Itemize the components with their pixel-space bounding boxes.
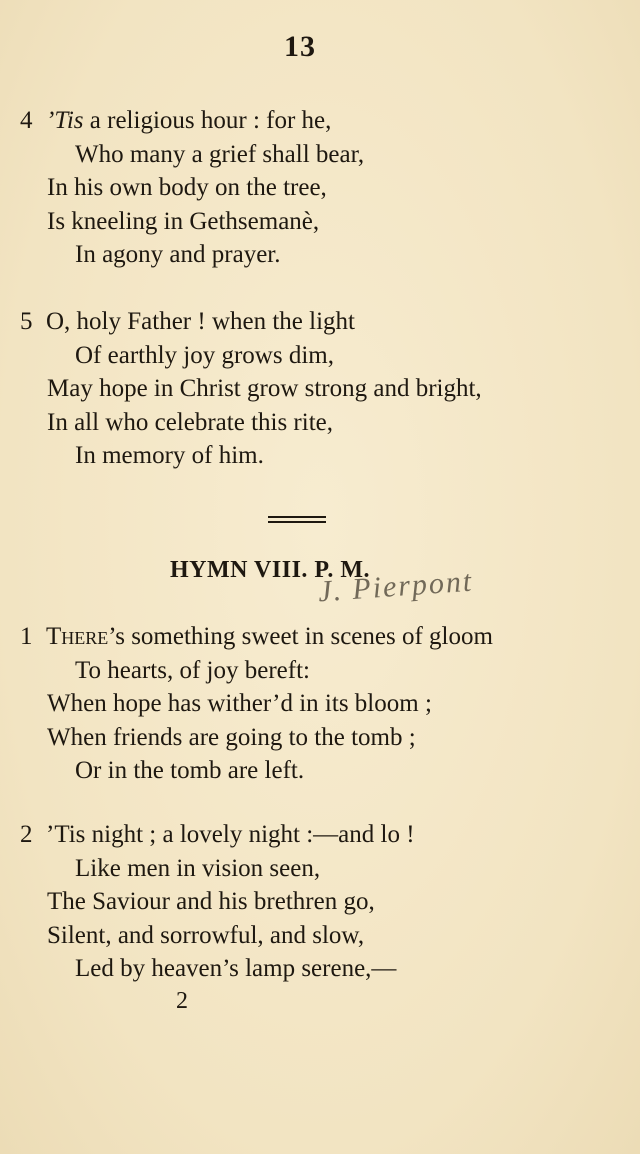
stanza-line: In all who celebrate this rite, bbox=[47, 408, 333, 436]
stanza-line: Who many a grief shall bear, bbox=[75, 140, 365, 168]
stanza-4 bbox=[20, 104, 610, 272]
stanza-number: 4 bbox=[20, 107, 33, 134]
stanza-line: Or in the tomb are left. bbox=[75, 757, 305, 784]
stanza-line: The Saviour and his brethren go, bbox=[47, 888, 375, 915]
stanza-line: When hope has wither’d in its bloom ; bbox=[47, 690, 432, 717]
stanza-line bbox=[20, 620, 610, 654]
section-divider bbox=[268, 516, 326, 523]
stanza-line: May hope in Christ grow strong and bright, bbox=[47, 375, 482, 402]
stanza-line: In agony and prayer. bbox=[75, 241, 281, 268]
stanza-line: Is kneeling in Gethsemanè, bbox=[47, 207, 320, 235]
small-caps-word: There bbox=[46, 623, 109, 650]
stanza-number: 1 bbox=[20, 623, 33, 650]
stanza-line: In his own body on the tree, bbox=[47, 174, 327, 201]
line-text: a religious hour : for he, bbox=[83, 107, 332, 134]
stanza-5 bbox=[20, 305, 610, 473]
hymn-title: HYMN VIII. P. M. bbox=[170, 557, 371, 583]
stanza-2 bbox=[20, 818, 610, 986]
stanza-line bbox=[20, 818, 610, 852]
stanza-line bbox=[20, 305, 610, 339]
line-text: ’Tis night ; a lovely night :—and lo ! bbox=[46, 821, 415, 848]
stanza-line: To hearts, of joy bereft: bbox=[75, 656, 310, 684]
stanza-line: In memory of him. bbox=[75, 442, 264, 469]
italic-word: ’Tis bbox=[46, 107, 84, 134]
stanza-line: Silent, and sorrowful, and slow, bbox=[47, 921, 365, 949]
stanza-number: 5 bbox=[20, 308, 33, 335]
signature-mark: 2 bbox=[176, 988, 188, 1014]
page-number: 13 bbox=[284, 30, 316, 63]
handwritten-signature: J. Pierpont bbox=[317, 564, 475, 609]
stanza-line: When friends are going to the tomb ; bbox=[47, 723, 416, 751]
stanza-line: Led by heaven’s lamp serene,— bbox=[75, 955, 397, 982]
stanza-line bbox=[20, 104, 610, 138]
stanza-line: Like men in vision seen, bbox=[75, 854, 321, 882]
line-text: O, holy Father ! when the light bbox=[46, 308, 355, 335]
stanza-1 bbox=[20, 620, 610, 788]
stanza-line: Of earthly joy grows dim, bbox=[75, 341, 334, 369]
line-text: ’s something sweet in scenes of gloom bbox=[108, 623, 493, 650]
stanza-number: 2 bbox=[20, 821, 33, 848]
